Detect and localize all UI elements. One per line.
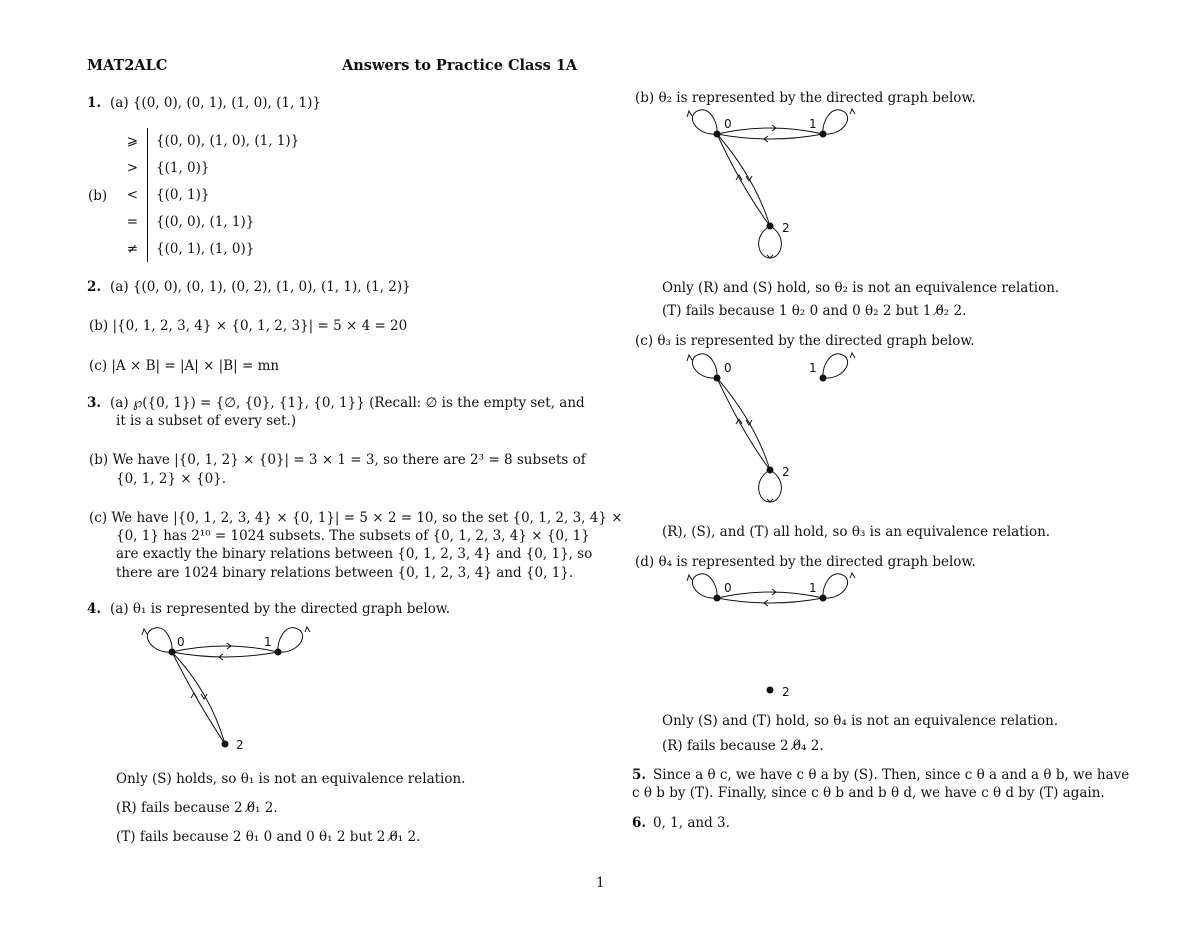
course-code: MAT2ALC: [87, 57, 168, 74]
q1-a: (a) {(0, 0), (0, 1), (1, 0), (1, 1)}: [110, 95, 321, 111]
table-symbol: >: [126, 160, 138, 176]
q5-line1: Since a θ c, we have c θ a by (S). Then, since c θ a and a θ b, we have: [653, 767, 1130, 783]
node-label-1: 1: [264, 635, 272, 649]
q4-a-intro: (a) θ₁ is represented by the directed graph below.: [110, 601, 451, 617]
node-label-2: 2: [782, 685, 790, 699]
q5-number: 5.: [632, 767, 647, 783]
table-set: {(1, 0)}: [156, 160, 210, 176]
q2-c: (c) |A × B| = |A| × |B| = mn: [89, 358, 280, 374]
node-0: [714, 375, 721, 382]
q3-a-line2: it is a subset of every set.): [116, 413, 297, 429]
table-symbol: ≠: [126, 241, 138, 257]
q6-text: 0, 1, and 3.: [653, 815, 730, 831]
table-set: {(0, 0), (1, 0), (1, 1)}: [156, 133, 300, 149]
q3-b-line2: {0, 1, 2} × {0}.: [116, 471, 227, 487]
q3-number: 3.: [87, 395, 102, 411]
node-2: [222, 741, 229, 748]
q4-a-holds: Only (S) holds, so θ₁ is not an equivalence relation.: [116, 771, 466, 787]
q2-a: (a) {(0, 0), (0, 1), (0, 2), (1, 0), (1, 1), (1, 2)}: [110, 279, 411, 295]
q4-number: 4.: [87, 601, 102, 617]
page-number: 1: [596, 875, 605, 891]
q3-b-line1: (b) We have |{0, 1, 2} × {0}| = 3 × 1 = 3, so there are 2³ = 8 subsets of: [89, 452, 586, 468]
node-1: [275, 649, 282, 656]
node-1: [820, 375, 827, 382]
q3-a-line1: (a) ℘({0, 1}) = {∅, {0}, {1}, {0, 1}} (Recall: ∅ is the empty set, and: [110, 395, 585, 411]
q4-b-t-fails: (T) fails because 1 θ₂ 0 and 0 θ₂ 2 but 1 θ̸₂ 2.: [662, 303, 967, 319]
q4-c-intro: (c) θ₃ is represented by the directed graph below.: [635, 333, 975, 349]
q2-b: (b) |{0, 1, 2, 3, 4} × {0, 1, 2, 3}| = 5 × 4 = 20: [89, 318, 408, 334]
node-0: [169, 649, 176, 656]
node-1: [820, 595, 827, 602]
node-0: [714, 595, 721, 602]
graph-theta1: [135, 622, 320, 757]
node-label-2: 2: [236, 738, 244, 752]
q3-c-line3: are exactly the binary relations between {0, 1, 2, 3, 4} and {0, 1}, so: [116, 546, 593, 562]
q4-d-holds: Only (S) and (T) hold, so θ₄ is not an equivalence relation.: [662, 713, 1059, 729]
node-1: [820, 131, 827, 138]
node-2: [767, 687, 774, 694]
q4-d-intro: (d) θ₄ is represented by the directed graph below.: [635, 554, 976, 570]
q2-number: 2.: [87, 279, 102, 295]
table-symbol: =: [126, 214, 138, 230]
page-title: Answers to Practice Class 1A: [342, 57, 578, 74]
q1-b-label: (b): [88, 188, 108, 204]
node-label-0: 0: [724, 361, 732, 375]
table-set: {(0, 0), (1, 1)}: [156, 214, 255, 230]
q3-c-line1: (c) We have |{0, 1, 2, 3, 4} × {0, 1}| = 5 × 2 = 10, so the set {0, 1, 2, 3, 4} ×: [89, 510, 623, 526]
node-label-0: 0: [724, 117, 732, 131]
q1-number: 1.: [87, 95, 102, 111]
q4-a-r-fails: (R) fails because 2 θ̸₁ 2.: [116, 800, 278, 816]
node-label-0: 0: [724, 581, 732, 595]
graph-theta2: [680, 108, 865, 263]
graph-theta3: [680, 352, 865, 507]
table-set: {(0, 1)}: [156, 187, 210, 203]
q4-b-intro: (b) θ₂ is represented by the directed graph below.: [635, 90, 976, 106]
table-set: {(0, 1), (1, 0)}: [156, 241, 255, 257]
q6-number: 6.: [632, 815, 647, 831]
table-symbol: ⩾: [126, 133, 138, 149]
node-2: [767, 467, 774, 474]
node-label-2: 2: [782, 465, 790, 479]
node-label-0: 0: [177, 635, 185, 649]
table-divider: [147, 128, 148, 262]
q4-c-holds: (R), (S), and (T) all hold, so θ₃ is an equivalence relation.: [662, 524, 1051, 540]
graph-theta4: [680, 572, 865, 702]
node-2: [767, 223, 774, 230]
q3-c-line2: {0, 1} has 2¹⁰ = 1024 subsets. The subsets of {0, 1, 2, 3, 4} × {0, 1}: [116, 528, 590, 544]
q4-d-r-fails: (R) fails because 2 θ̸₄ 2.: [662, 738, 824, 754]
table-symbol: <: [126, 187, 138, 203]
q5-line2: c θ b by (T). Finally, since c θ b and b θ d, we have c θ d by (T) again.: [632, 785, 1105, 801]
node-label-1: 1: [809, 581, 817, 595]
q4-a-t-fails: (T) fails because 2 θ₁ 0 and 0 θ₁ 2 but 2 θ̸₁ 2.: [116, 829, 421, 845]
node-0: [714, 131, 721, 138]
node-label-1: 1: [809, 117, 817, 131]
q4-b-holds: Only (R) and (S) hold, so θ₂ is not an equivalence relation.: [662, 280, 1060, 296]
node-label-2: 2: [782, 221, 790, 235]
q3-c-line4: there are 1024 binary relations between {0, 1, 2, 3, 4} and {0, 1}.: [116, 565, 574, 581]
node-label-1: 1: [809, 361, 817, 375]
